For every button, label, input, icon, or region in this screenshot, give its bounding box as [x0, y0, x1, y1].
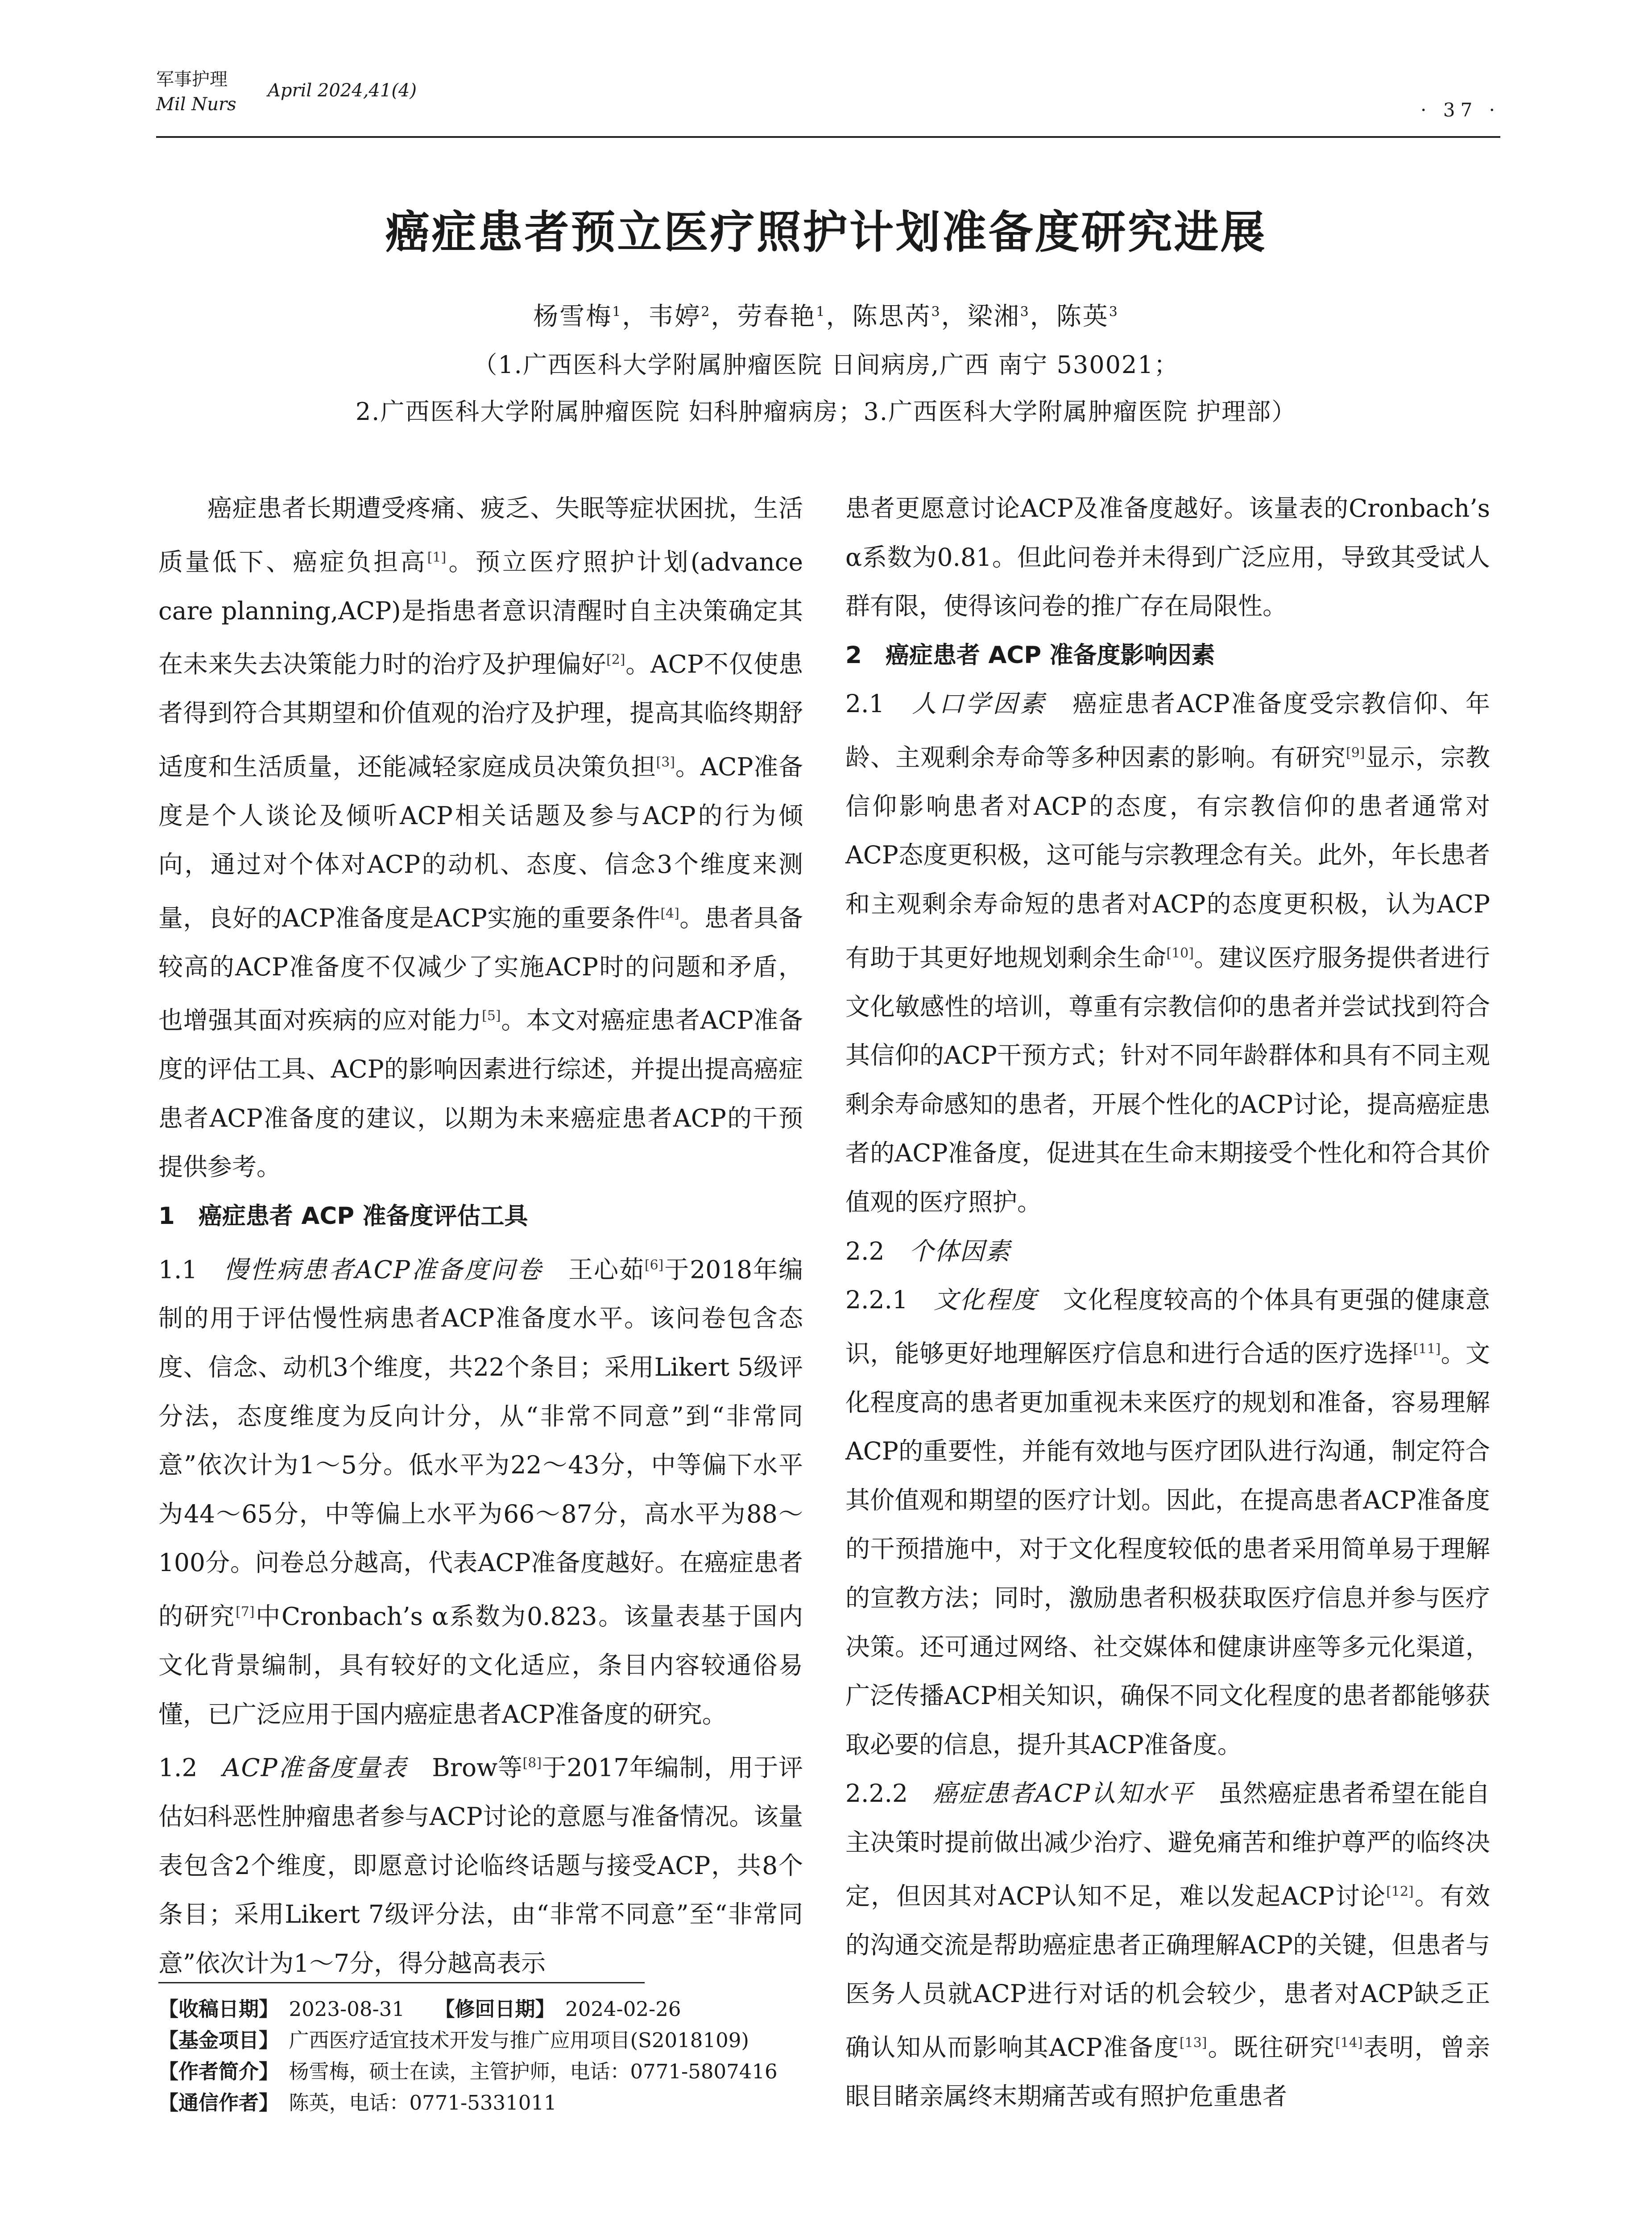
footnote-rule	[158, 1982, 645, 1983]
citation: [12]	[1386, 1883, 1414, 1899]
author-affiliation-mark: 3	[1109, 304, 1119, 320]
left-column	[158, 484, 803, 1988]
footnote-dates: 【收稿日期】 2023-08-31 【修回日期】 2024-02-26	[158, 1997, 681, 2021]
author-name: 陈英	[1056, 302, 1109, 331]
subsection-number: 1.2	[158, 1753, 223, 1782]
section-2-heading: 2 癌症患者 ACP 准备度影响因素	[845, 641, 1215, 669]
header-rule	[156, 136, 1500, 138]
subsection-2-2-1: 2.2.1 文化程度 文化程度较高的个体具有更强的健康意识，能够更好地理解医疗信息和进行合适的医疗选择[11]。文化程度高的患者更加重视未来医疗的规划和准备，容易理解ACP的重要性，并能有效地与医疗团队进行沟通，制定符合其价值观和期望的医疗计划。因此，在提高患者ACP准备度的干预措施中，对于文化程度较低的患者采用简单易于理解的宣教方法；同时，激励患者积极获取医疗信息并参与医疗决策。还可通过网络、社交媒体和健康讲座等多元化渠道，广泛传播ACP相关知识，确保不同文化程度的患者都能够获取必要的信息，提升其ACP准备度。	[845, 1286, 1490, 1759]
author-affiliation-mark: 3	[931, 304, 941, 320]
author-affiliation-mark: 3	[1020, 304, 1030, 320]
subsection-title: 癌症患者ACP认知水平	[932, 1779, 1194, 1808]
footnote-author: 【作者简介】 杨雪梅，硕士在读，主管护师，电话：0771-5807416	[158, 2060, 778, 2083]
subsection-title: 个体因素	[909, 1236, 1011, 1265]
author-name: 劳春艳	[737, 302, 816, 331]
citation: [13]	[1179, 2035, 1207, 2051]
author-name: 梁湘	[967, 302, 1020, 331]
journal-name	[156, 67, 236, 117]
continued-paragraph: 患者更愿意讨论ACP及准备度越好。该量表的Cronbach’s α系数为0.81。但此问卷并未得到广泛应用，导致其受试人群有限，使得该问卷的推广存在局限性。	[845, 494, 1490, 621]
subsection-number: 2.1	[845, 689, 912, 718]
right-column	[845, 484, 1490, 2121]
subsection-number: 2.2.1	[845, 1286, 934, 1315]
author-affiliation-mark: 1	[816, 304, 826, 320]
citation: [3]	[656, 754, 675, 770]
author-name: 韦婷	[648, 302, 701, 331]
citation: [7]	[236, 1604, 255, 1620]
journal-name-en: Mil Nurs	[156, 94, 236, 115]
citation: [4]	[660, 905, 679, 921]
citation: [10]	[1166, 945, 1194, 961]
affiliation-line-2: 2.广西医科大学附属肿瘤医院 妇科肿瘤病房；3.广西医科大学附属肿瘤医院 护理部）	[355, 398, 1297, 426]
subsection-number: 1.1	[158, 1255, 224, 1284]
subsection-2-2	[845, 1227, 1490, 1276]
citation: [11]	[1413, 1341, 1441, 1357]
citation: [8]	[522, 1755, 542, 1771]
section-1-heading: 1 癌症患者 ACP 准备度评估工具	[158, 1202, 528, 1230]
citation: [2]	[606, 652, 625, 668]
subsection-title: 人口学因素	[912, 689, 1047, 718]
footnote-fund: 【基金项目】 广西医疗适宜技术开发与推广应用项目(S2018109)	[158, 2028, 749, 2052]
author-name: 杨雪梅	[533, 302, 613, 331]
subsection-1-2: 1.2 ACP准备度量表 Brow等[8]于2017年编制，用于评估妇科恶性肿瘤患者参与ACP讨论的意愿与准备情况。该量表包含2个维度，即愿意讨论临终话题与接受ACP，共8个条目；采用Likert 7级评分法，由“非常不同意”至“非常同意”依次计为1～7分，得分越高表示	[158, 1753, 803, 1978]
subsection-1-1: 1.1 慢性病患者ACP准备度问卷 王心茹[6]于2018年编制的用于评估慢性病患者ACP准备度水平。该问卷包含态度、信念、动机3个维度，共22个条目；采用Likert 5级评分法，态度维度为反向计分，从“非常不同意”到“非常同意”依次计为1～5分。低水平为22～43分，中等偏下水平为44～65分，中等偏上水平为66～87分，高水平为88～100分。问卷总分越高，代表ACP准备度越好。在癌症患者的研究[7]中Cronbach’s α系数为0.823。该量表基于国内文化背景编制，具有较好的文化适应，条目内容较通俗易懂，已广泛应用于国内癌症患者ACP准备度的研究。	[158, 1255, 803, 1729]
article-title: 癌症患者预立医疗照护计划准备度研究进展	[385, 206, 1267, 258]
affiliation-line-1: （1.广西医科大学附属肿瘤医院 日间病房,广西 南宁 530021；	[473, 351, 1179, 379]
subsection-title: 文化程度	[933, 1286, 1038, 1315]
footnotes	[158, 1994, 803, 2119]
journal-name-cn: 军事护理	[156, 69, 228, 90]
subsection-number: 2.2.2	[845, 1779, 933, 1808]
citation: [5]	[482, 1008, 501, 1024]
subsection-2-2-2: 2.2.2 癌症患者ACP认知水平 虽然癌症患者希望在能自主决策时提前做出减少治疗、避免痛苦和维护尊严的临终决定，但因其对ACP认知不足，难以发起ACP讨论[12]。有效的沟通交流是帮助癌症患者正确理解ACP的关键，但患者与医务人员就ACP进行对话的机会较少，患者对ACP缺乏正确认知从而影响其ACP准备度[13]。既往研究[14]表明，曾亲眼目睹亲属终末期痛苦或有照护危重患者	[845, 1779, 1491, 2111]
page-number: · 37 ·	[1420, 99, 1500, 121]
subsection-2-1: 2.1 人口学因素 癌症患者ACP准备度受宗教信仰、年龄、主观剩余寿命等多种因素的影响。有研究[9]显示，宗教信仰影响患者对ACP的态度，有宗教信仰的患者通常对ACP态度更积极，这可能与宗教理念有关。此外，年长患者和主观剩余寿命短的患者对ACP的态度更积极，认为ACP有助于其更好地规划剩余生命[10]。建议医疗服务提供者进行文化敏感性的培训，尊重有宗教信仰的患者并尝试找到符合其信仰的ACP干预方式；针对不同年龄群体和具有不同主观剩余寿命感知的患者，开展个性化的ACP讨论，提高癌症患者的ACP准备度，促进其在生命末期接受个性化和符合其价值观的医疗照护。	[845, 689, 1490, 1216]
author-list: 杨雪梅$^1$，韦婷$^2$，劳春艳$^1$，陈思芮$^3$，梁湘$^3$，陈英$^3$	[533, 302, 1119, 331]
subsection-number: 2.2	[845, 1236, 909, 1265]
subsection-title: ACP准备度量表	[222, 1753, 407, 1782]
author-affiliation-mark: 2	[701, 304, 711, 320]
footnote-correspondence: 【通信作者】 陈英，电话：0771-5331011	[158, 2091, 557, 2115]
subsection-title: 慢性病患者ACP准备度问卷	[224, 1255, 543, 1284]
intro-paragraph: 癌症患者长期遭受疼痛、疲乏、失眠等症状困扰，生活质量低下、癌症负担高[1]。预立医疗照护计划(advance care planning,ACP)是指患者意识清醒时自主决策确定其在未来失去决策能力时的治疗及护理偏好[2]。ACP不仅使患者得到符合其期望和价值观的治疗及护理，提高其临终期舒适度和生活质量，还能减轻家庭成员决策负担[3]。ACP准备度是个人谈论及倾听ACP相关话题及参与ACP的行为倾向，通过对个体对ACP的动机、态度、信念3个维度来测量，良好的ACP准备度是ACP实施的重要条件[4]。患者具备较高的ACP准备度不仅减少了实施ACP时的问题和矛盾，也增强其面对疾病的应对能力[5]。本文对癌症患者ACP准备度的评估工具、ACP的影响因素进行综述，并提出提高癌症患者ACP准备度的建议，以期为未来癌症患者ACP的干预提供参考。	[158, 494, 803, 1182]
citation: [14]	[1335, 2035, 1363, 2051]
author-name: 陈思芮	[852, 302, 932, 331]
citation: [9]	[1346, 745, 1365, 761]
issue-info: April 2024,41(4)	[268, 80, 417, 101]
citation: [1]	[427, 549, 447, 565]
citation: [6]	[644, 1257, 664, 1273]
author-affiliation-mark: 1	[612, 304, 622, 320]
